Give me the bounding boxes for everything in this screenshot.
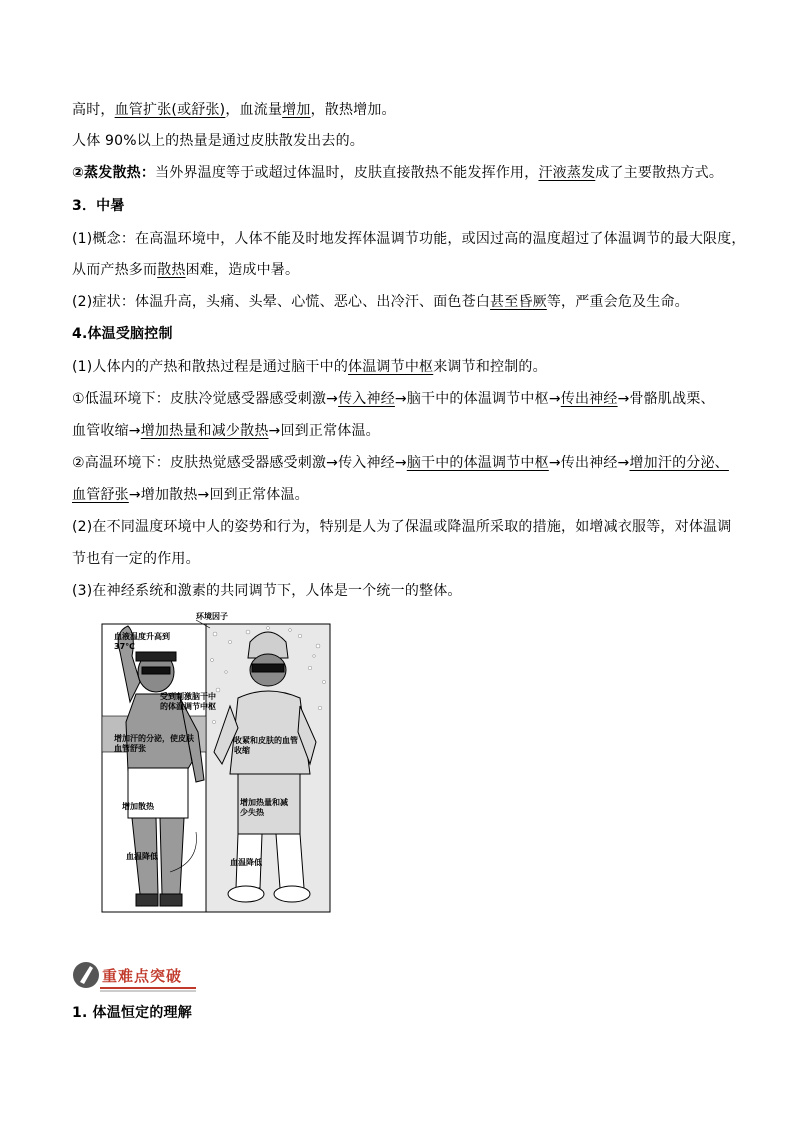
underlined-term: 增加汗的分泌、 bbox=[629, 455, 729, 471]
text-span: 来调节和控制的。 bbox=[433, 359, 547, 375]
text-span: ②高温环境下：皮肤热觉感受器感受刺激→传入神经→ bbox=[72, 455, 407, 471]
text-span: (1)人体内的产热和散热过程是通过脑干中的 bbox=[72, 359, 349, 375]
banner-title: 重难点突破 bbox=[102, 967, 183, 985]
heading-text: 1. 体温恒定的理解 bbox=[72, 1005, 192, 1021]
text-line-13 bbox=[72, 485, 309, 505]
text-span: →增加散热→回到正常体温。 bbox=[128, 487, 309, 503]
illustration-svg bbox=[100, 612, 332, 914]
text-span: →脑干中的体温调节中枢→ bbox=[394, 391, 561, 407]
heading-heatstroke: 3．中暑 bbox=[72, 198, 125, 214]
underlined-term: 血管扩张(或舒张) bbox=[114, 102, 226, 118]
text-span: 血管收缩→ bbox=[72, 423, 141, 439]
label-hot-4: 增加散热 bbox=[122, 802, 154, 811]
label-environment-factor: 环境因子 bbox=[196, 612, 228, 621]
text-line-2: 人体 90%以上的热量是通过皮肤散发出去的。 bbox=[72, 133, 364, 149]
label-hot-2: 受到刺激脑干中的体温调节中枢 bbox=[160, 692, 216, 711]
underlined-term: 传出神经 bbox=[560, 391, 618, 407]
underlined-term: 增加热量和减少散热 bbox=[140, 423, 269, 439]
text-line-11 bbox=[72, 421, 380, 441]
underlined-term: 甚至昏厥 bbox=[490, 294, 547, 310]
underlined-term: 血管舒张 bbox=[72, 487, 129, 503]
text-span: ，血流量 bbox=[225, 102, 283, 118]
underlined-term: 汗液蒸发 bbox=[538, 165, 596, 181]
label-hot-1: 血液温度升高到37℃ bbox=[114, 632, 170, 651]
text-span: 困难，造成中暑。 bbox=[185, 262, 300, 278]
text-span: (2)症状：体温升高，头痛、头晕、心慌、恶心、出冷汗、面色苍白 bbox=[72, 294, 491, 310]
section-heading bbox=[72, 1003, 192, 1023]
label-cold-3: 血温降低 bbox=[230, 858, 262, 867]
text-line-10 bbox=[72, 389, 715, 409]
label-cold-2: 增加热量和减少失热 bbox=[240, 798, 288, 817]
text-span: →传出神经→ bbox=[548, 455, 630, 471]
label-hot-3: 增加汗的分泌，使皮肤血管舒张 bbox=[114, 734, 194, 753]
heading-brain-control: 4.体温受脑控制 bbox=[72, 326, 173, 342]
bold-term: ②蒸发散热： bbox=[72, 165, 156, 181]
text-span: 高时， bbox=[72, 102, 115, 118]
text-line-9 bbox=[72, 357, 547, 377]
text-span: 从而产热多而 bbox=[72, 262, 158, 278]
text-line-14: (2)在不同温度环境中人的姿势和行为，特别是人为了保温或降温所采取的措施，如增减衣服等，对体温调 bbox=[72, 519, 732, 535]
text-line-6 bbox=[72, 260, 299, 280]
text-span: 成了主要散热方式。 bbox=[595, 165, 724, 181]
text-span: →骨骼肌战栗、 bbox=[617, 391, 715, 407]
label-cold-1: 收紧和皮肤的血管收缩 bbox=[234, 736, 298, 755]
text-line-1 bbox=[72, 100, 396, 120]
label-hot-5: 血温降低 bbox=[126, 852, 158, 861]
text-line-12 bbox=[72, 453, 729, 473]
text-span: 当外界温度等于或超过体温时，皮肤直接散热不能发挥作用， bbox=[155, 165, 539, 181]
text-span: →回到正常体温。 bbox=[268, 423, 380, 439]
underlined-term: 体温调节中枢 bbox=[348, 359, 434, 375]
text-span: 等，严重会危及生命。 bbox=[546, 294, 689, 310]
underlined-term: 增加 bbox=[282, 102, 311, 118]
text-line-7 bbox=[72, 292, 689, 312]
underlined-term: 散热 bbox=[157, 262, 186, 278]
underlined-term: 传入神经 bbox=[338, 391, 395, 407]
text-line-15: 节也有一定的作用。 bbox=[72, 551, 200, 567]
thermoregulation-illustration bbox=[100, 612, 332, 914]
underlined-term: 脑干中的体温调节中枢 bbox=[406, 455, 549, 471]
text-span: ①低温环境下：皮肤冷觉感受器感受刺激→ bbox=[72, 391, 339, 407]
text-line-5: (1)概念：在高温环境中，人体不能及时地发挥体温调节功能，或因过高的温度超过了体温调节的最大限度， bbox=[72, 231, 746, 247]
text-span: ，散热增加。 bbox=[310, 102, 396, 118]
section-banner bbox=[72, 958, 198, 992]
text-line-3 bbox=[72, 163, 723, 183]
text-line-16: (3)在神经系统和激素的共同调节下，人体是一个统一的整体。 bbox=[72, 583, 462, 599]
